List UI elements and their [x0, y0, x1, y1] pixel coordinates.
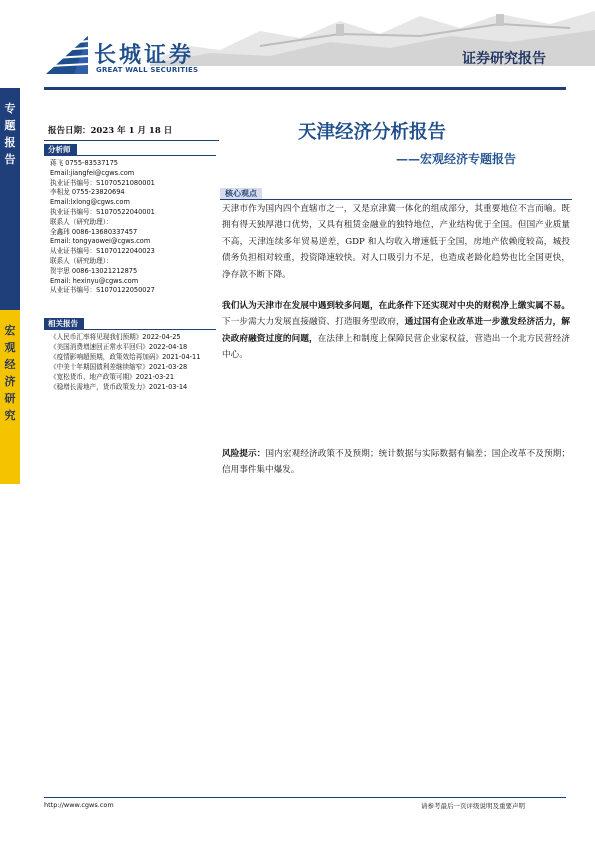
analyst-line: Email: tongyaowei@cgws.com — [50, 237, 151, 246]
core-view-heading: 核心观点 — [220, 188, 262, 200]
recommendation-bold-2: 通过国有企业改革进一步激发经济活力，解决政府融资过度的问题， — [222, 317, 570, 344]
core-paragraph-overview: 天津市作为国内四个直辖市之一，又是京津冀一体化的组成部分，其重要地位不言而喻。既拥有得天独厚港口优势，又具有租赁金融业的独特地位，产业结构优于全国。但国产业质量不高，天津连续多年贸易逆差，GDP 和人均收入增速低于全国，房地产依赖度较高，城投债务负担相对较重，投资降速较快。对人口吸引力不足，也造成老龄化趋势也比全国更快，净存款不断下降。 — [222, 204, 570, 280]
side-bar-middle — [0, 234, 20, 310]
related-rule — [44, 329, 216, 330]
risk-warning-text: 国内宏观经济政策不及预期；统计数据与实际数据有偏差；国企改革不及预期；信用事件集中爆发。 — [222, 449, 570, 476]
analyst-line: 全鑫玮 0086-13680337457 — [50, 227, 138, 236]
recommendation-bold-1: 我们认为天津市在发展中遇到较多问题，在此条件下还实现对中央的财税净上缴实属不易。 — [222, 301, 570, 311]
core-view-header — [220, 188, 572, 200]
related-report-link[interactable]: 《宽松货币、地产政策可期》2021-03-21 — [50, 372, 175, 381]
brand-name-en: GREAT WALL SECURITIES — [96, 66, 199, 74]
analyst-line: Email:jiangfei@cgws.com — [50, 168, 135, 177]
risk-warning-paragraph — [222, 446, 570, 479]
related-report-link[interactable]: 《疫情影响超预期，政策效给再加码》2021-04-11 — [50, 352, 201, 361]
footer-disclaimer: 请参考最后一页评级说明及重要声明 — [421, 802, 525, 810]
analysts-heading: 分析师 — [44, 144, 77, 156]
related-report-link[interactable]: 《中美十年期国债利差继续缩窄》2021-03-28 — [50, 362, 188, 371]
footer-rule — [44, 797, 566, 798]
analyst-line: 从业证书编号：S1070122050027 — [50, 286, 155, 295]
recommendation-text-1: 下一步需大力发展直接融资、打造服务型政府， — [222, 317, 405, 328]
related-section-header — [44, 318, 216, 330]
analyst-list — [50, 159, 218, 296]
related-report-link[interactable]: 《美国消费增速回正常水平回归》2022-04-18 — [50, 342, 188, 351]
great-wall-logo-icon — [44, 34, 90, 76]
analyst-line: 联系人（研究助理）： — [50, 256, 113, 265]
related-report-link[interactable]: 《稳增长需地产，货币政策发力》2021-03-14 — [50, 382, 188, 391]
core-view-rule — [220, 199, 572, 200]
header-rule — [44, 87, 566, 90]
risk-warning-label: 风险提示： — [222, 449, 266, 459]
related-report-link[interactable]: 《人民币汇率将见现我们预期》2022-04-25 — [50, 333, 181, 341]
side-label-report-type: 专题报告 — [4, 102, 16, 166]
report-date: 报告日期：2023 年 1 月 18 日 — [48, 126, 173, 136]
side-label-category: 宏观经济研究 — [4, 324, 16, 422]
related-heading: 相关报告 — [44, 318, 84, 330]
page-header — [0, 0, 595, 88]
analysts-section-header — [44, 144, 216, 156]
date-rule — [44, 140, 219, 141]
brand-name-cn: 长城证券 — [94, 43, 195, 68]
report-title: 天津经济分析报告 — [298, 122, 447, 143]
footer-website-link[interactable]: http://www.cgws.com — [44, 801, 114, 809]
analyst-line: 从业证书编号：S1070122040023 — [50, 247, 155, 256]
analyst-line: 贺宇思 0086-13021212875 — [50, 266, 138, 275]
analyst-line: 蒋飞 0755-83537175 — [50, 159, 119, 167]
report-subtitle: ——宏观经济专题报告 — [396, 152, 517, 166]
analyst-line: Email:lxlong@cgws.com — [50, 198, 130, 207]
analyst-line: 李相龙 0755-23820694 — [50, 188, 125, 197]
analyst-line: Email: hexinyu@cgws.com — [50, 276, 139, 285]
analyst-line: 执业证书编号：S1070522040001 — [50, 207, 155, 216]
analyst-line: 联系人（研究助理）： — [50, 217, 113, 226]
analyst-line: 执业证书编号：S1070521080001 — [50, 178, 155, 187]
core-paragraph-recommendation — [222, 298, 570, 364]
recommendation-text-2: 在法律上和制度上保障民营企业家权益，营造出一个北方民营经济中心。 — [222, 333, 570, 361]
analysts-rule — [44, 155, 216, 156]
related-report-list — [50, 333, 220, 392]
document-type: 证券研究报告 — [462, 51, 546, 67]
